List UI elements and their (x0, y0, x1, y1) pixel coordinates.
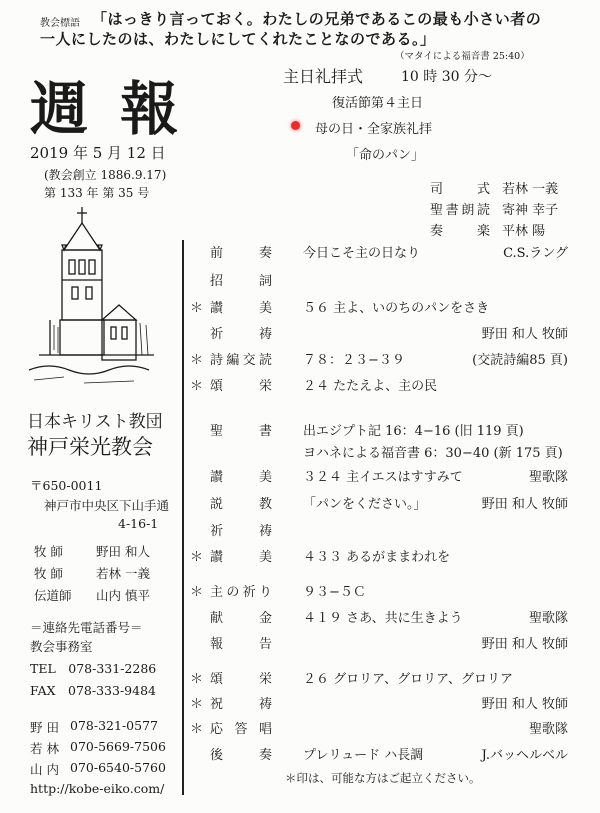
motto-label: 教会標語 (40, 18, 80, 29)
order-content: ３２４ 主イエスはすすみて (303, 470, 463, 485)
order-content: ２４ たたえよ、主の民 (303, 379, 438, 394)
order-leader: (交読詩編85 頁) (472, 353, 568, 368)
order-leader: 野田 和人 牧師 (481, 497, 568, 512)
order-row (0, 633, 600, 653)
clergy-role: 伝道師 (34, 588, 72, 603)
order-leader: 野田 和人 牧師 (481, 637, 568, 652)
standing-mark: ＊ (190, 301, 204, 316)
website-link[interactable]: http://kobe-eiko.com/ (30, 781, 165, 796)
order-leader: 聖歌隊 (528, 611, 568, 626)
staff-role: 司 式 (430, 182, 490, 197)
office-label: 教会事務室 (30, 639, 93, 654)
bulletin-title: 週 報 (30, 75, 185, 143)
order-element: 後 奏 (210, 748, 272, 763)
staff-role: 奏 楽 (430, 224, 490, 239)
postal-code: 〒650-0011 (30, 478, 103, 493)
order-leader: 聖歌隊 (528, 470, 568, 485)
order-element: 詩編交読 (210, 353, 272, 368)
clergy-name: 山内 慎平 (96, 588, 150, 603)
standing-mark: ＊ (190, 722, 204, 737)
order-element: 説 教 (210, 497, 272, 512)
red-dot-marker (291, 121, 300, 130)
order-row (0, 420, 600, 440)
order-element: 前 奏 (210, 246, 272, 261)
order-element: 祈 祷 (210, 524, 272, 539)
order-content: ２６ グロリア、グロリア、グロリア (303, 672, 514, 687)
staff-row (430, 199, 570, 217)
order-leader: C.S.ラング (503, 246, 568, 261)
order-leader: 野田 和人 牧師 (481, 327, 568, 342)
order-row (0, 520, 600, 540)
order-content: 今日こそ主の日なり (303, 246, 421, 261)
order-row (0, 718, 600, 738)
staff-role: 聖書朗読 (430, 203, 490, 218)
order-element: 聖 書 (210, 424, 272, 439)
standing-mark: ＊ (190, 672, 204, 687)
order-row (0, 466, 600, 486)
motto-line-1: 「はっきり言っておく。わたしの兄弟であるこの最も小さい者の (92, 10, 542, 28)
staff-name: 平林 陽 (502, 224, 546, 239)
phone-name: 山 内 (30, 762, 59, 777)
order-row (0, 668, 600, 688)
order-element: 頌 栄 (210, 379, 272, 394)
order-row (0, 493, 600, 513)
order-row (0, 297, 600, 317)
order-row (0, 581, 600, 601)
phone-name: 若 林 (30, 741, 59, 756)
standing-mark: ＊ (190, 379, 204, 394)
footnote: ＊印は、可能な方はご起立ください。 (285, 771, 481, 785)
order-element: 讃 美 (210, 301, 272, 316)
order-element: 讃 美 (210, 470, 272, 485)
order-element: 祝 祷 (210, 697, 272, 712)
phone-number: 070-6540-5760 (70, 760, 166, 775)
order-content: ７８：２３−３９ (303, 353, 405, 368)
motto-line-2: 一人にしたのは、わたしにしてくれたことなのである。」 (40, 30, 436, 48)
staff-name: 若林 一義 (502, 182, 559, 197)
order-row (0, 375, 600, 395)
standing-mark: ＊ (190, 550, 204, 565)
office-fax: FAX 078-333-9484 (30, 683, 156, 698)
order-row (0, 607, 600, 627)
service-title: 主日礼拝式 (283, 67, 364, 86)
address-line-2: 4-16-1 (118, 516, 159, 531)
order-element: 主の祈り (210, 585, 272, 600)
special-service: 母の日・全家族礼拝 (315, 122, 433, 137)
clergy-role: 牧 師 (34, 544, 63, 559)
standing-mark: ＊ (190, 353, 204, 368)
order-leader: 野田 和人 牧師 (481, 697, 568, 712)
standing-mark: ＊ (190, 697, 204, 712)
order-leader: J.バッヘルベル (481, 748, 568, 763)
order-element: 応 答 唱 (210, 722, 272, 737)
order-row (0, 323, 600, 343)
service-theme: 「命のパン」 (346, 148, 425, 163)
order-element: 招 詞 (210, 274, 272, 289)
motto-source: （マタイによる福音書 25:40） (395, 51, 530, 62)
staff-name: 寄神 幸子 (502, 203, 559, 218)
phone-name: 野 田 (30, 720, 59, 735)
order-row (0, 693, 600, 713)
order-leader: 聖歌隊 (528, 722, 568, 737)
order-content-second-line: ヨハネによる福音書 6：30−40 (新 175 頁) (303, 446, 563, 461)
church-founded: (教会創立 1886.9.17) (44, 168, 167, 182)
office-tel: TEL 078-331-2286 (30, 661, 157, 676)
bulletin-volume: 第 133 年 第 35 号 (44, 186, 150, 200)
order-content: ４１９ さあ、共に生きよう (303, 611, 463, 626)
order-element: 報 告 (210, 637, 272, 652)
clergy-role: 牧 師 (34, 566, 63, 581)
order-element: 献 金 (210, 611, 272, 626)
staff-row (430, 178, 570, 196)
contact-heading: ＝連絡先電話番号＝ (30, 620, 143, 635)
phone-number: 070-5669-7506 (70, 739, 166, 754)
order-element: 讃 美 (210, 550, 272, 565)
order-element: 祈 祷 (210, 327, 272, 342)
standing-mark: ＊ (190, 585, 204, 600)
order-row (0, 349, 600, 369)
order-content: ５６ 主よ、いのちのパンをさき (303, 301, 490, 316)
order-row (0, 270, 600, 290)
clergy-name: 若林 一義 (96, 566, 150, 581)
church-name: 神戸栄光教会 (27, 435, 153, 459)
staff-row (430, 220, 570, 238)
address-line-1: 神戸市中央区下山手通 (44, 498, 170, 513)
clergy-name: 野田 和人 (96, 544, 150, 559)
order-content: ９３−５Ｃ (303, 585, 366, 600)
order-content: 出エジプト記 16：4−16 (旧 119 頁) (303, 424, 524, 439)
order-row (0, 744, 600, 764)
order-row (0, 546, 600, 566)
phone-number: 078-321-0577 (70, 718, 158, 733)
order-element: 頌 栄 (210, 672, 272, 687)
bulletin-date: 2019 年 5 月 12 日 (30, 144, 166, 162)
order-content: ４３３ あるがままわれを (303, 550, 451, 565)
order-content: 「パンをください。」 (303, 497, 427, 512)
church-denomination: 日本キリスト教団 (27, 412, 163, 432)
order-content: プレリュード ハ長調 (303, 748, 424, 763)
service-time: 10 時 30 分〜 (401, 69, 492, 85)
liturgical-sunday: 復活節第４主日 (332, 96, 424, 111)
order-row (0, 242, 600, 262)
